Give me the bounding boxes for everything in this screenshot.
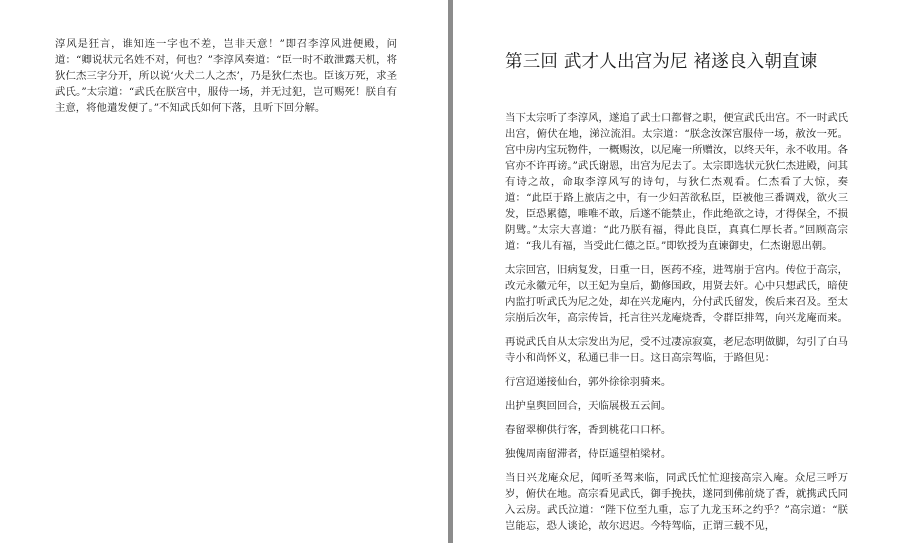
left-page-text: 淳风是狂言，谁知连一字也不差，岂非天意！”即召李淳风进便殿，问道：“卿说状元名姓不对，何也？”李淳风奏道：“臣一时不敢泄露天机，将狄仁杰三字分开，所以说‘火犬二人之杰’，乃是狄仁杰也。臣该万死，求圣武氏。”太宗道：“武氏在朕宫中，服侍一场，并无过犯，岂可赐死！朕自有主意，将他遣发便了。”不知武氏如何下落，且听下回分解。 xyxy=(55,38,397,114)
poem-line: 出护皇舆回回合，天临展极五云间。 xyxy=(505,400,672,412)
paragraph: 再说武氏自从太宗发出为尼，受不过凄凉寂寞，老尼态明做脚，勾引了白马寺小和尚怀义，私通已非一日。这日高宗驾临，于路但见： xyxy=(505,336,848,364)
left-page xyxy=(0,0,448,543)
paragraph: 当下太宗听了李淳风，遂追了武士口都督之职，便宣武氏出宫。不一时武氏出宫，俯伏在地，涕泣流泪。太宗道：“朕念汝深宫服侍一场，赦汝一死。宫中房内宝玩物件，一概赐汝，以尼庵一所赠汝，以终天年，永不收用。各官亦不许再谤。”武氏谢恩，出宫为尼去了。太宗即选状元狄仁杰进殿，问其有诗之故，命取李淳风写的诗句，与狄仁杰观看。仁杰看了大惊，奏道：“此臣于路上旅店之中，有一少妇苦欲私臣，臣被他三番调戏，欲火三发，臣恐累德，唯唯不敢，后遂不能禁止，作此绝欲之诗，才得保全，不损阴骘。”太宗大喜道：“此乃朕有福，得此良臣，真真仁厚长者。”回顾高宗道：“我儿有福，当受此仁德之臣。”即钦授为直谏御史，仁杰谢恩出朝。 xyxy=(505,112,848,252)
paragraph: 当日兴龙庵众尼，闻听圣驾来临，同武氏忙忙迎接高宗入庵。众尼三呼万岁，俯伏在地。高宗看见武氏，御手挽扶，遂同到佛前烧了香，就携武氏同入云房。武氏泣道：“陛下位至九重，忘了九龙玉环之约乎？”高宗道：“朕岂能忘，恐人谈论，故尔迟迟。今特驾临，正谓三载不见， xyxy=(505,472,848,532)
chapter-body xyxy=(505,110,848,542)
paragraph: 太宗回宫，旧病复发，日重一日，医药不痊，进驾崩于宫内。传位于高宗，改元永徽元年，以王妃为皇后，勤修国政，用贤去奸。心中只想武氏，暗使内监打听武氏为尼之处，却在兴龙庵内，分付武氏留发，俟后来召及。至太宗崩后次年，高宗传旨，托言往兴龙庵烧香，令群臣排驾，向兴龙庵而来。 xyxy=(505,264,848,324)
chapter-title: 第三回 武才人出宫为尼 褚遂良入朝直谏 xyxy=(505,52,818,72)
poem-line: 春留翠柳供行客，香到桃花口口杯。 xyxy=(505,424,672,436)
poem-line: 行宫迢递接仙台，郭外徐徐羽骑来。 xyxy=(505,376,672,388)
poem-line: 独傀周南留滞者，侍臣遥望柏梁材。 xyxy=(505,448,672,460)
right-page xyxy=(453,0,900,543)
